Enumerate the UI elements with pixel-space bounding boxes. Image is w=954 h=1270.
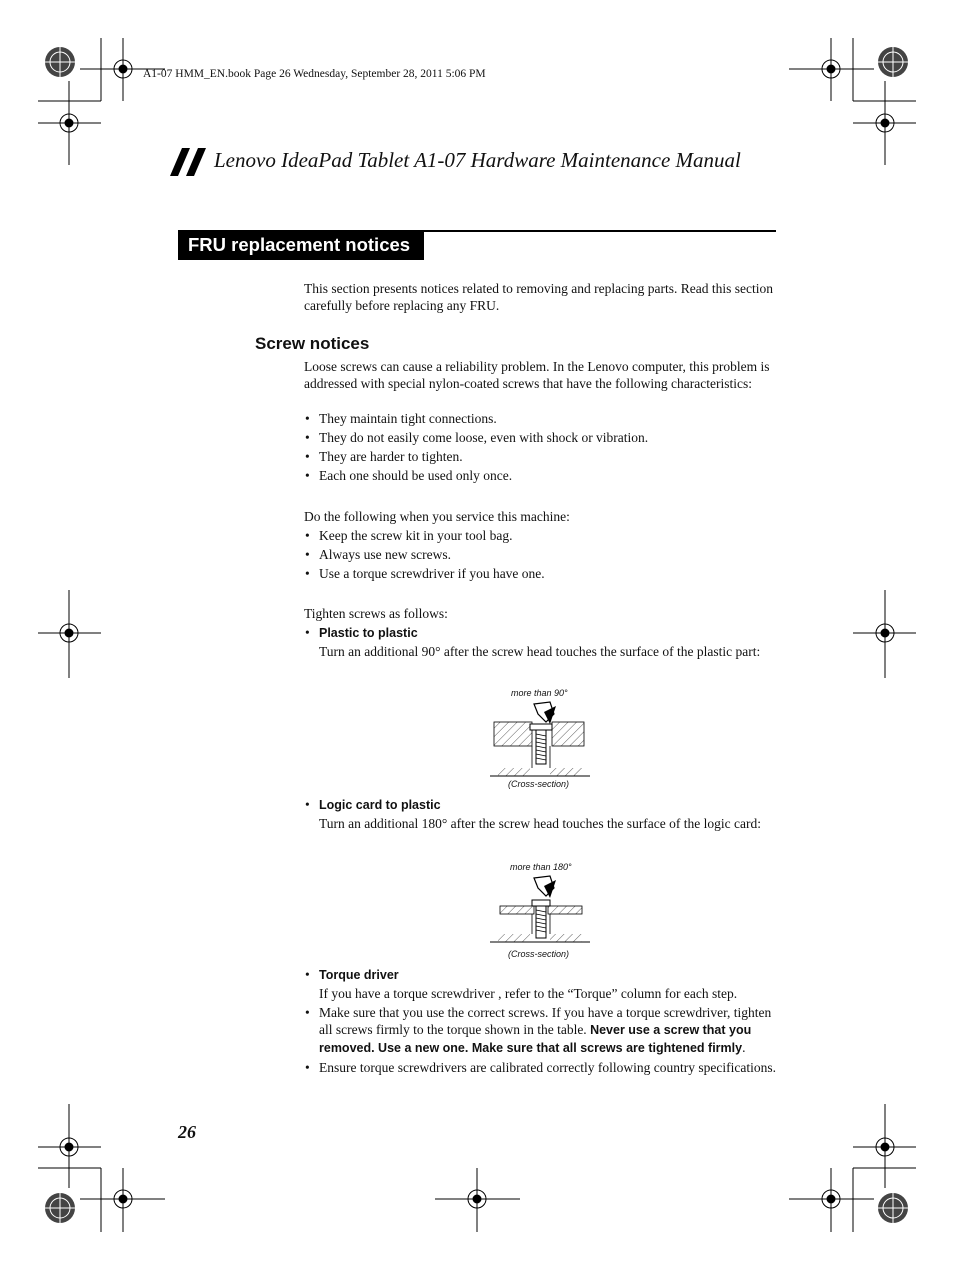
item1-bold-text: Never use a screw that you removed. Use a new one. Make sure that all screws are tightened firmly xyxy=(319,1023,752,1055)
section-title: FRU replacement notices xyxy=(178,230,424,260)
section-intro: This section presents notices related to removing and replacing parts. Read this section carefully before replacing any FRU. xyxy=(304,281,773,313)
list-item xyxy=(304,1004,778,1057)
list-item: • Each one should be used only once. xyxy=(304,467,778,484)
characteristics-list xyxy=(304,410,778,486)
list-item xyxy=(304,966,778,984)
list-item: • Ensure torque screwdrivers are calibrated correctly following country specifications. xyxy=(304,1059,778,1076)
list-item: • They are harder to tighten. xyxy=(304,448,778,465)
list-item: • Use a torque screwdriver if you have one. xyxy=(304,565,778,582)
screw-intro: Loose screws can cause a reliability problem. In the Lenovo computer, this problem is addressed with special nylon-coated screws that have the following characteristics: xyxy=(304,359,770,391)
tighten-intro: Tighten screws as follows: xyxy=(304,606,448,621)
header-slash-mark-icon xyxy=(170,148,210,176)
fig2-bottom-label: (Cross-section) xyxy=(508,949,570,959)
plastic-cross-section-diagram xyxy=(488,700,592,782)
list-item: • Always use new screws. xyxy=(304,546,778,563)
screw-notices-heading: Screw notices xyxy=(255,334,370,353)
plastic-text: Turn an additional 90° after the screw head touches the surface of the plastic part: xyxy=(319,644,761,659)
logic-text: Turn an additional 180° after the screw head touches the surface of the logic card: xyxy=(319,816,761,831)
torque-text: If you have a torque screwdriver , refer to the “Torque” column for each step. xyxy=(319,986,738,1001)
list-item: • Keep the screw kit in your tool bag. xyxy=(304,527,778,544)
plastic-item xyxy=(304,624,778,644)
torque-item xyxy=(304,966,778,986)
logic-item xyxy=(304,796,778,816)
item1-text: Make sure that you use the correct screws. If you have a torque screwdriver, tighten all screws firmly to the torque shown in the table. xyxy=(319,1005,772,1037)
page-number: 26 xyxy=(178,1122,196,1142)
service-intro: Do the following when you service this machine: xyxy=(304,509,570,524)
logic-heading: Logic card to plastic xyxy=(319,798,441,812)
torque-heading: Torque driver xyxy=(319,968,399,982)
fig2-top-label: more than 180° xyxy=(510,862,572,872)
fig1-top-label: more than 90° xyxy=(511,688,568,698)
final-list xyxy=(304,1004,778,1078)
list-item xyxy=(304,796,778,814)
plastic-heading: Plastic to plastic xyxy=(319,626,418,640)
book-info-line: A1-07 HMM_EN.book Page 26 Wednesday, September 28, 2011 5:06 PM xyxy=(143,68,486,80)
fig1-bottom-label: (Cross-section) xyxy=(508,779,570,789)
service-list xyxy=(304,527,778,584)
list-item xyxy=(304,624,778,642)
item1-end: . xyxy=(742,1040,746,1055)
list-item: • They maintain tight connections. xyxy=(304,410,778,427)
logic-cross-section-diagram xyxy=(488,874,592,950)
list-item: • They do not easily come loose, even with shock or vibration. xyxy=(304,429,778,446)
manual-title: Lenovo IdeaPad Tablet A1-07 Hardware Maintenance Manual xyxy=(214,148,741,172)
